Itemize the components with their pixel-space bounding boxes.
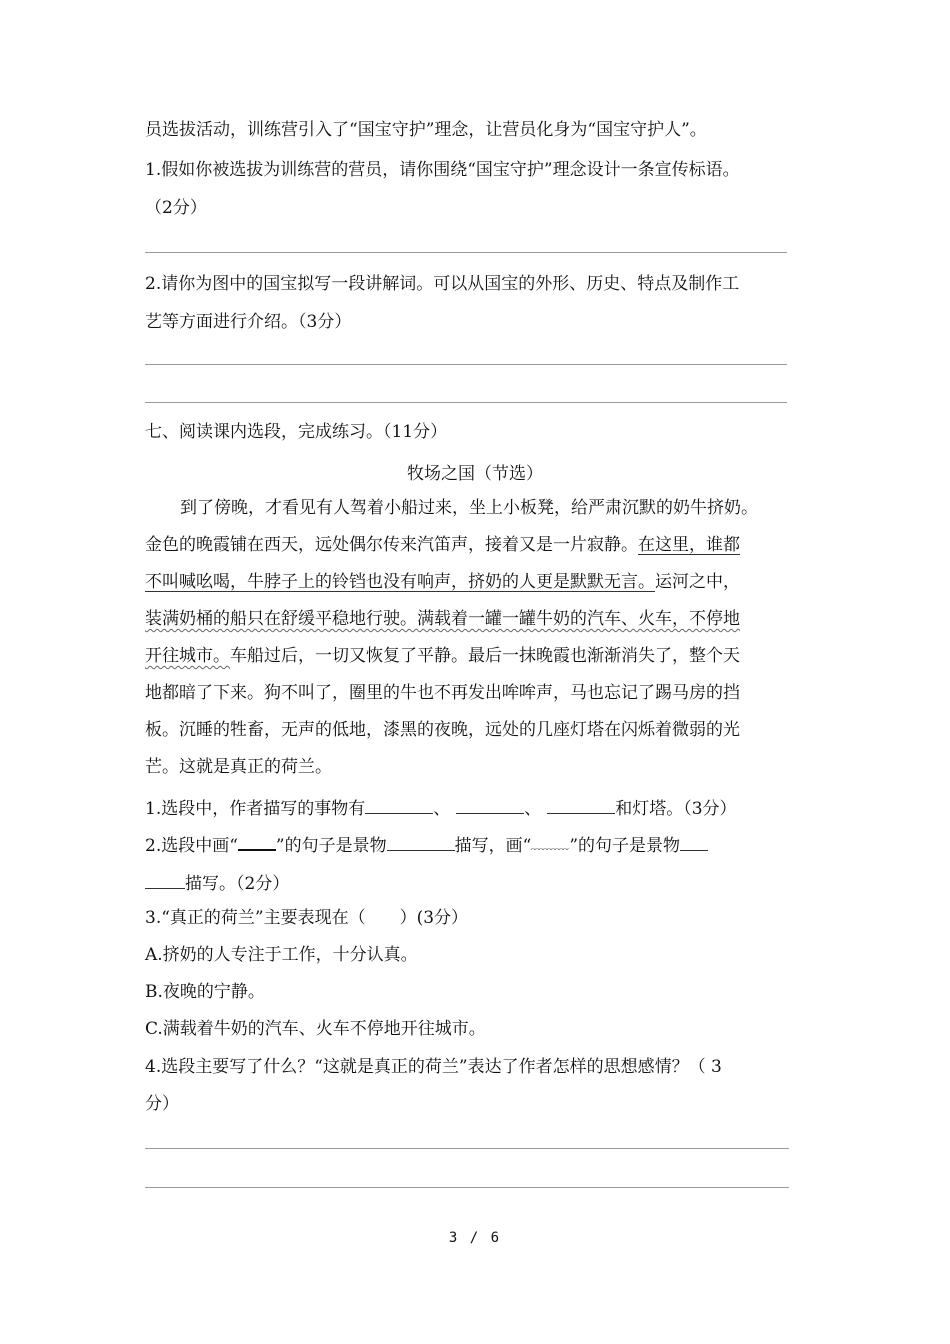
passage-line: 地都暗了下来。狗不叫了，圈里的牛也不再发出哞哞声，马也忘记了踢马房的挡 bbox=[145, 683, 740, 703]
q2-prompt: 2.请你为图中的国宝拟写一段讲解词。可以从国宝的外形、历史、特点及制作工 bbox=[145, 274, 740, 294]
passage-text: 车船过后，一切又恢复了平静。最后一抹晚霞也渐渐消失了，整个天 bbox=[230, 646, 740, 666]
fill-blank[interactable] bbox=[547, 795, 615, 814]
question-4: 4.选段主要写了什么？“这就是真正的荷兰”表达了作者怎样的思想感情？（ 3 bbox=[145, 1057, 722, 1077]
question-2 bbox=[145, 832, 708, 857]
q1-score: （2分） bbox=[145, 198, 207, 218]
passage-line: 板。沉睡的牲畜，无声的低地，漆黑的夜晚，远处的几座灯塔在闪烁着微弱的光 bbox=[145, 720, 740, 740]
question-2-cont bbox=[145, 870, 289, 895]
intro-text: 员选拔活动，训练营引入了“国宝守护”理念，让营员化身为“国宝守护人”。 bbox=[145, 120, 707, 140]
q1-text-end: 和灯塔。（3分） bbox=[615, 799, 737, 819]
option-c[interactable]: C.满载着牛奶的汽车、火车不停地开往城市。 bbox=[145, 1019, 486, 1039]
passage-title: 牧场之国（节选） bbox=[407, 464, 543, 484]
answer-line[interactable] bbox=[145, 1148, 789, 1149]
wavy-underlined-sentence: 装满奶桶的船只在舒缓平稳地行驶。满载着一罐一罐牛奶的汽车、火车，不停地 bbox=[145, 609, 740, 629]
passage-text: 运河之中， bbox=[655, 572, 740, 592]
fill-blank[interactable] bbox=[456, 795, 524, 814]
answer-line[interactable] bbox=[145, 252, 787, 253]
passage-line bbox=[145, 608, 740, 630]
section-heading: 七、阅读课内选段，完成练习。（11分） bbox=[145, 422, 448, 442]
fill-blank[interactable] bbox=[145, 870, 185, 889]
wavy-underline-sample bbox=[531, 841, 569, 851]
passage-line bbox=[145, 571, 740, 593]
q1-sep: 、 bbox=[524, 799, 542, 819]
option-a[interactable]: A.挤奶的人专注于工作，十分认真。 bbox=[145, 945, 418, 965]
fill-blank[interactable] bbox=[680, 832, 708, 851]
q2-text: ”的句子是景物 bbox=[569, 836, 681, 856]
answer-line[interactable] bbox=[145, 1187, 789, 1188]
fill-blank[interactable] bbox=[365, 795, 433, 814]
answer-line[interactable] bbox=[145, 402, 787, 403]
q2-text-end: 描写。（2分） bbox=[185, 874, 290, 894]
q2-text: 2.选段中画“ bbox=[145, 836, 238, 856]
question-3: 3.“真正的荷兰”主要表现在（ ）(3分） bbox=[145, 908, 469, 928]
q1-text: 1.选段中，作者描写的事物有 bbox=[145, 799, 366, 819]
passage-line: 芒。这就是真正的荷兰。 bbox=[145, 757, 332, 777]
passage-line bbox=[145, 534, 740, 556]
q2-text: ”的句子是景物 bbox=[275, 836, 387, 856]
option-b[interactable]: B.夜晚的宁静。 bbox=[145, 982, 265, 1002]
passage-text: 金色的晚霞铺在西天，远处偶尔传来汽笛声，接着又是一片寂静。 bbox=[145, 535, 638, 555]
fill-blank[interactable] bbox=[387, 832, 455, 851]
q1-sep: 、 bbox=[433, 799, 451, 819]
underlined-sentence: 不叫喊吆喝，牛脖子上的铃铛也没有响声，挤奶的人更是默默无言。 bbox=[145, 572, 655, 592]
answer-line[interactable] bbox=[145, 364, 787, 365]
question-4-cont: 分） bbox=[145, 1094, 179, 1114]
passage-line: 到了傍晚，才看见有人驾着小船过来，坐上小板凳，给严肃沉默的奶牛挤奶。 bbox=[180, 498, 758, 518]
q1-prompt: 1.假如你被选拔为训练营的营员，请你围绕“国宝守护”理念设计一条宣传标语。 bbox=[145, 160, 740, 180]
wavy-underlined-sentence: 开往城市。 bbox=[145, 646, 230, 666]
underlined-sentence: 在这里，谁都 bbox=[638, 535, 740, 555]
passage-line bbox=[145, 645, 740, 667]
q2-text: 描写，画“ bbox=[454, 836, 532, 856]
q2-prompt-cont: 艺等方面进行介绍。（3分） bbox=[145, 312, 352, 332]
page-number: 3 / 6 bbox=[448, 1230, 502, 1246]
solid-underline-sample bbox=[238, 839, 276, 851]
question-1 bbox=[145, 795, 737, 820]
